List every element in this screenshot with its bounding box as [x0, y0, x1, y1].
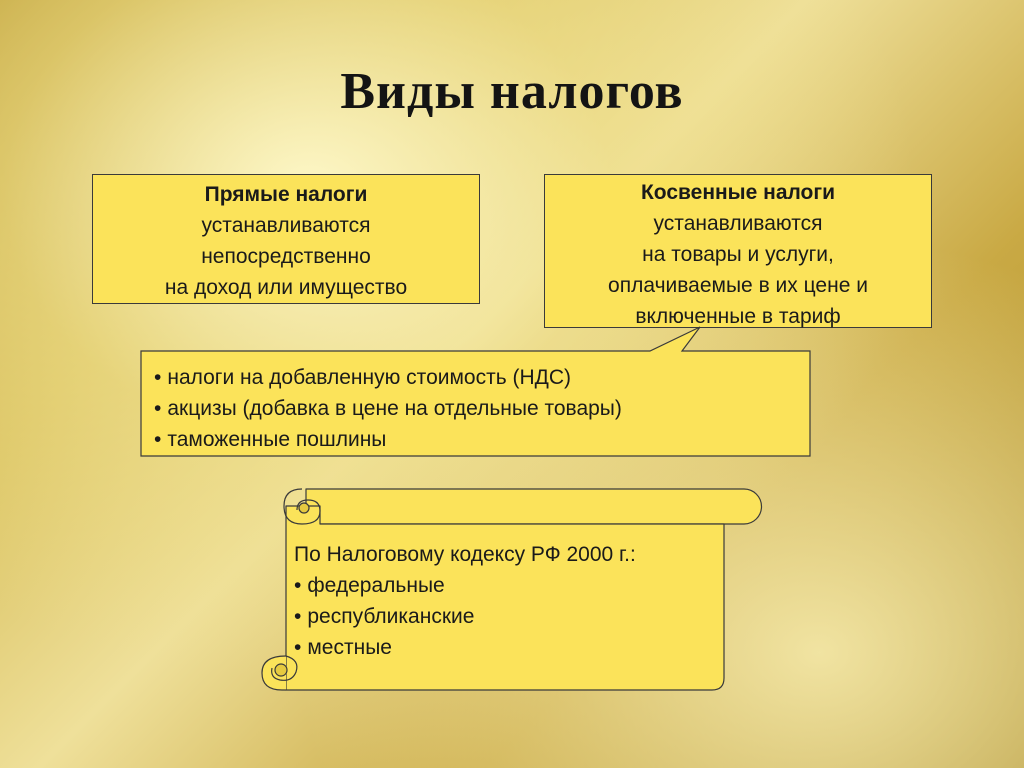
slide-title: Виды налогов — [340, 63, 684, 120]
tax-code-heading: По Налоговому кодексу РФ 2000 г.: — [294, 543, 636, 566]
indirect-taxes-line: на товары и услуги, — [642, 243, 834, 266]
list-item: • республиканские — [294, 605, 475, 628]
list-item: • федеральные — [294, 574, 445, 597]
indirect-taxes-line: оплачиваемые в их цене и — [608, 274, 868, 297]
indirect-taxes-line: устанавливаются — [653, 212, 823, 235]
list-item: • акцизы (добавка в цене на отдельные товары) — [154, 397, 622, 420]
list-item: • таможенные пошлины — [154, 428, 387, 451]
indirect-taxes-line: включенные в тариф — [635, 305, 841, 328]
direct-taxes-heading: Прямые налоги — [204, 183, 368, 206]
list-item: • налоги на добавленную стоимость (НДС) — [154, 366, 572, 389]
tax-code-list — [294, 539, 636, 663]
direct-taxes-line: на доход или имущество — [164, 276, 408, 299]
indirect-taxes-heading: Косвенные налоги — [640, 181, 836, 204]
direct-taxes-line: устанавливаются — [201, 214, 371, 237]
list-item: • местные — [294, 636, 392, 659]
direct-taxes-line: непосредственно — [201, 245, 371, 268]
